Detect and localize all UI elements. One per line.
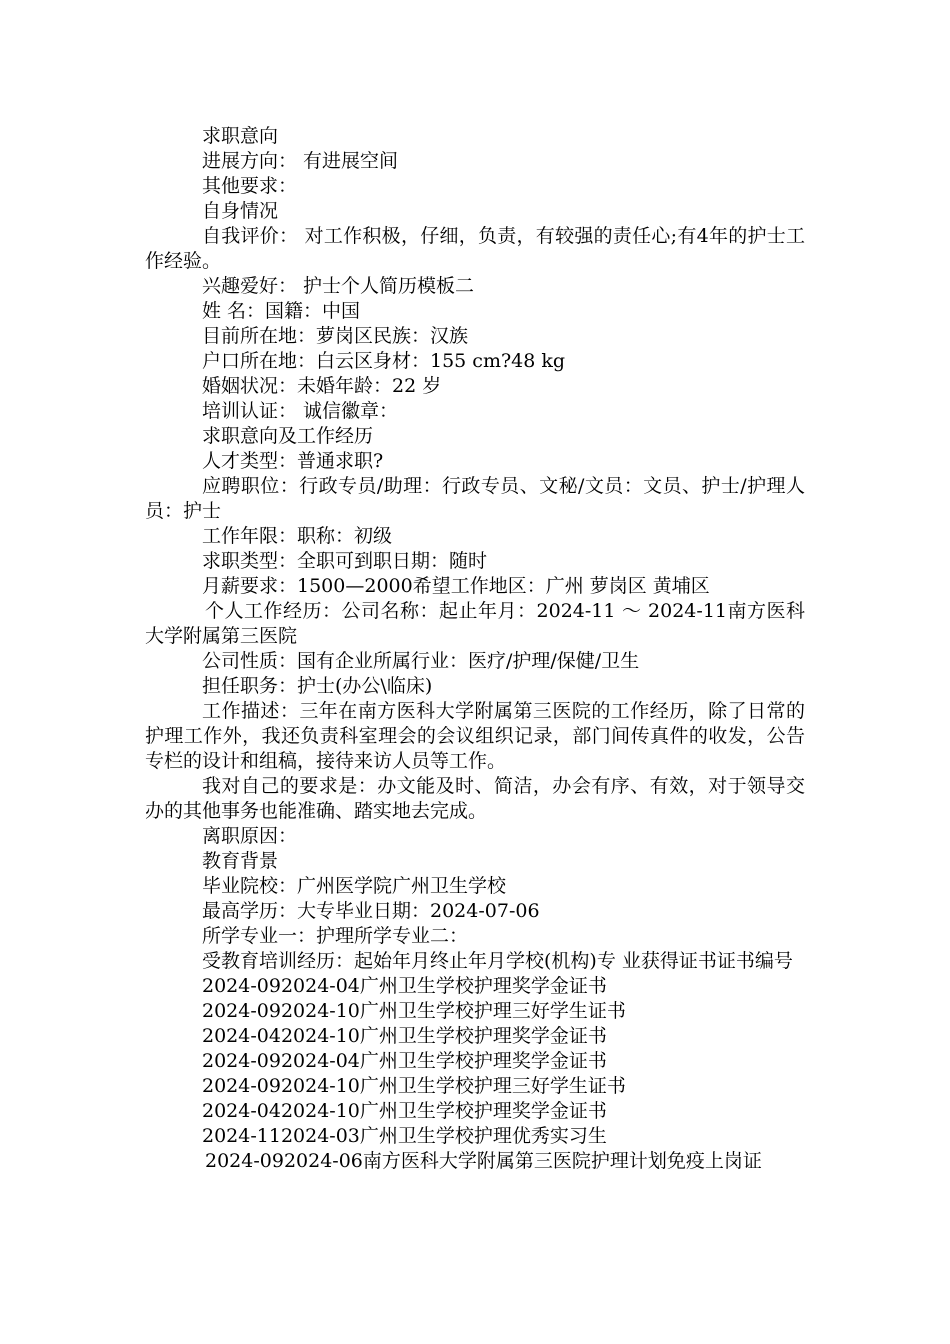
paragraph: 2024-092024-04广州卫生学校护理奖学金证书 — [202, 1050, 607, 1072]
document-body — [145, 124, 805, 1174]
paragraph: 教育背景 — [202, 850, 279, 872]
paragraph: 2024-092024-10广州卫生学校护理三好学生证书 — [202, 1075, 626, 1097]
paragraph: 进展方向： 有进展空间 — [202, 150, 399, 172]
paragraph: 受教育培训经历：起始年月终止年月学校(机构)专 业获得证书证书编号 — [202, 950, 793, 972]
paragraph: 2024-112024-03广州卫生学校护理优秀实习生 — [202, 1125, 607, 1147]
paragraph: 2024-092024-06南方医科大学附属第三医院护理计划免疫上岗证 — [205, 1150, 762, 1172]
paragraph: 目前所在地：萝岗区民族：汉族 — [202, 325, 469, 347]
paragraph: 姓 名：国籍：中国 — [202, 300, 361, 322]
paragraph: 户口所在地：白云区身材：155 cm?48 kg — [202, 350, 566, 372]
paragraph: 2024-092024-10广州卫生学校护理三好学生证书 — [202, 1000, 626, 1022]
paragraph: 婚姻状况：未婚年龄：22 岁 — [202, 375, 442, 397]
paragraph: 我对自己的要求是：办文能及时、简洁，办会有序、有效，对于领导交办的其他事务也能准确、踏实地去完成。 — [145, 775, 805, 822]
paragraph: 其他要求： — [202, 175, 298, 197]
paragraph: 兴趣爱好： 护士个人简历模板二 — [202, 275, 475, 297]
paragraph: 公司性质：国有企业所属行业：医疗/护理/保健/卫生 — [202, 650, 640, 672]
paragraph: 2024-042024-10广州卫生学校护理奖学金证书 — [202, 1025, 607, 1047]
paragraph: 个人工作经历：公司名称：起止年月：2024-11 ～ 2024-11南方医科大学附属第三医院 — [145, 600, 805, 647]
paragraph: 求职类型：全职可到职日期：随时 — [202, 550, 488, 572]
paragraph: 应聘职位：行政专员/助理：行政专员、文秘/文员：文员、护士/护理人员：护士 — [145, 475, 805, 522]
paragraph: 培训认证： 诚信徽章： — [202, 400, 399, 422]
paragraph: 最高学历：大专毕业日期：2024-07-06 — [202, 900, 540, 922]
paragraph: 2024-092024-04广州卫生学校护理奖学金证书 — [202, 975, 607, 997]
paragraph: 离职原因： — [202, 825, 298, 847]
paragraph: 2024-042024-10广州卫生学校护理奖学金证书 — [202, 1100, 607, 1122]
paragraph: 求职意向及工作经历 — [202, 425, 374, 447]
paragraph: 月薪要求：1500—2000希望工作地区：广州 萝岗区 黄埔区 — [202, 575, 710, 597]
paragraph: 自我评价： 对工作积极，仔细，负责，有较强的责任心;有4年的护士工作经验。 — [145, 225, 805, 272]
paragraph: 所学专业一：护理所学专业二： — [202, 925, 469, 947]
paragraph: 毕业院校：广州医学院广州卫生学校 — [202, 875, 507, 897]
paragraph: 人才类型：普通求职? — [202, 450, 384, 472]
paragraph: 工作年限：职称：初级 — [202, 525, 393, 547]
paragraph: 担任职务：护士(办公\临床) — [202, 675, 433, 697]
paragraph: 求职意向 — [202, 125, 279, 147]
paragraph: 自身情况 — [202, 200, 279, 222]
paragraph: 工作描述：三年在南方医科大学附属第三医院的工作经历，除了日常的护理工作外，我还负责科室理会的会议组织记录，部门间传真件的收发，公告专栏的设计和组稿，接待来访人员等工作。 — [145, 700, 805, 772]
